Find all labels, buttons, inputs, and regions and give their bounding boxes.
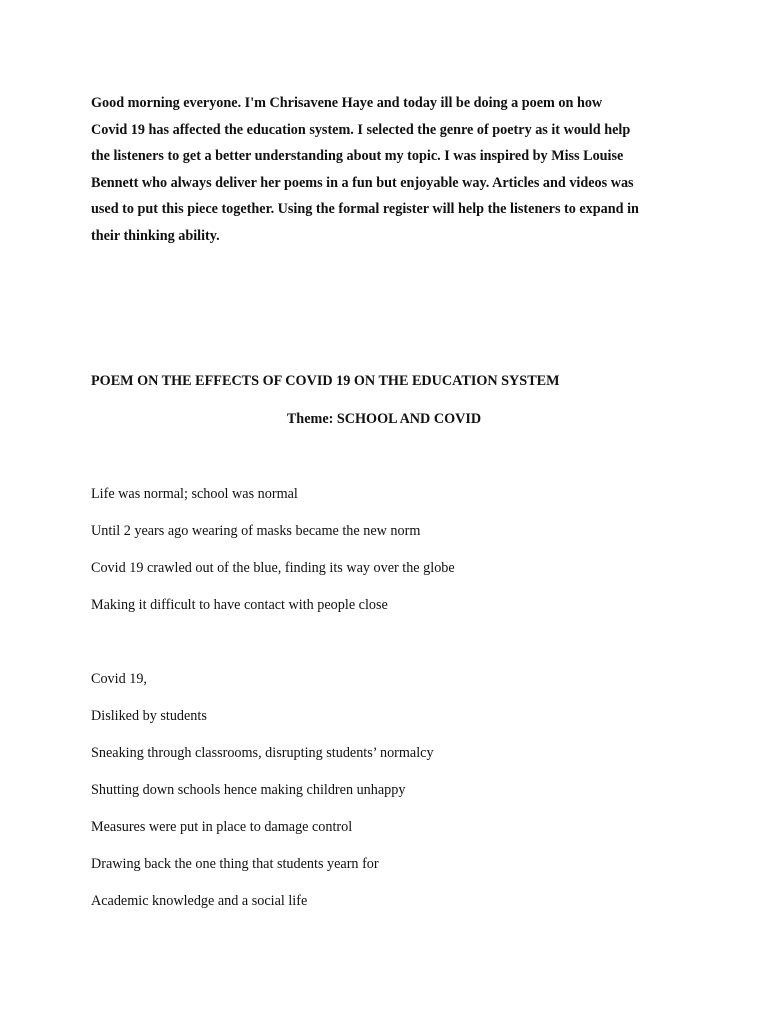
poem-theme: Theme: SCHOOL AND COVID: [286, 411, 482, 427]
poem-line: Drawing back the one thing that students yearn for: [91, 856, 379, 872]
poem-line: Life was normal; school was normal: [91, 486, 298, 502]
poem-line: Disliked by students: [91, 708, 207, 724]
poem-line: Making it difficult to have contact with people close: [91, 597, 388, 613]
poem-line: Sneaking through classrooms, disrupting students’ normalcy: [91, 745, 434, 761]
intro-line: the listeners to get a better understanding about my topic. I was inspired by Miss Louise: [91, 148, 624, 165]
intro-line: used to put this piece together. Using the formal register will help the listeners to expand in: [91, 201, 639, 218]
poem-line: Until 2 years ago wearing of masks became the new norm: [91, 523, 421, 539]
poem-line: Covid 19 crawled out of the blue, finding its way over the globe: [91, 560, 455, 576]
poem-line: Academic knowledge and a social life: [91, 893, 308, 909]
intro-line: Good morning everyone. I'm Chrisavene Haye and today ill be doing a poem on how: [91, 95, 603, 111]
intro-line: Covid 19 has affected the education system. I selected the genre of poetry as it would help: [91, 121, 631, 138]
poem-line: Measures were put in place to damage control: [91, 819, 353, 835]
intro-line: their thinking ability.: [91, 227, 220, 244]
poem-title: POEM ON THE EFFECTS OF COVID 19 ON THE EDUCATION SYSTEM: [91, 373, 560, 389]
poem-line: Covid 19,: [91, 671, 147, 687]
intro-paragraph: [91, 90, 691, 250]
intro-line: Bennett who always deliver her poems in a fun but enjoyable way. Articles and videos was: [91, 174, 634, 191]
poem-line: Shutting down schools hence making children unhappy: [91, 782, 406, 798]
